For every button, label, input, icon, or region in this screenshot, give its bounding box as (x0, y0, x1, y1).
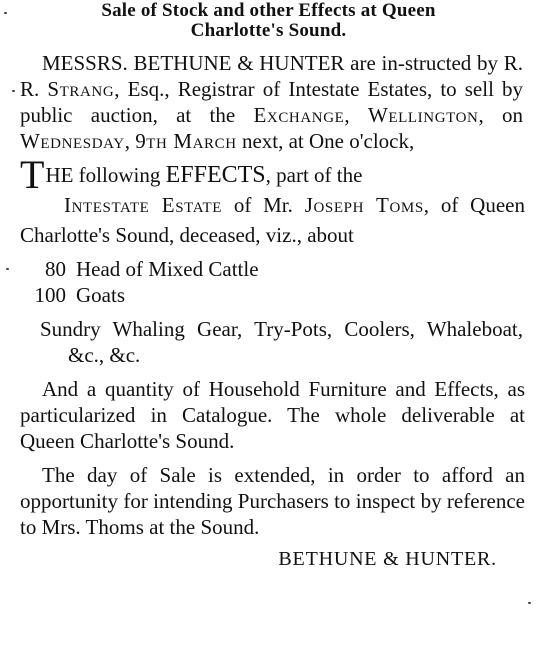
item-quantity: 80 (45, 257, 66, 281)
effects-text-3: , of Queen Charlotte's Sound, deceased, viz., about (20, 193, 525, 247)
effects-text-1: , part of the (265, 163, 363, 187)
intestate-estate: Intestate Estate (64, 193, 222, 217)
list-item (20, 282, 537, 308)
item-description: Head of Mixed Cattle (76, 257, 259, 281)
print-speck (528, 602, 531, 604)
print-speck (6, 268, 9, 270)
intro-text-3: , (344, 103, 368, 127)
extended-paragraph: The day of Sale is extended, in order to afford an opportunity for intending Purchasers to inspect by reference to Mrs. Thoms at the Sound. (20, 463, 525, 539)
deceased-name: Joseph Toms (304, 193, 424, 217)
item-description: Goats (76, 283, 125, 307)
intro-text-4: , on (478, 103, 524, 127)
sundry-paragraph: Sundry Whaling Gear, Try-Pots, Coolers, Whaleboat, &c., &c. (40, 317, 523, 367)
notice-heading (0, 0, 537, 41)
signature: BETHUNE & HUNTER. (278, 548, 497, 570)
drop-cap-letter: T (20, 152, 45, 197)
intro-text-1: MESSRS. BETHUNE & HUNTER are in-structed by R. R. (20, 51, 523, 101)
intro-text-5: , (124, 129, 136, 153)
item-quantity: 100 (34, 283, 66, 307)
list-item (20, 256, 537, 282)
heading-line-1: Sale of Stock and other Effects at Queen (101, 0, 436, 21)
item-list (0, 256, 537, 308)
sale-weekday: Wednesday (20, 129, 125, 153)
print-speck (12, 90, 15, 92)
heading-line-2: Charlotte's Sound. (190, 20, 347, 41)
household-paragraph: And a quantity of Household Furniture and Effects, as particularized in Catalogue. The whole deliverable at Queen Charlotte's Sound. (20, 377, 525, 453)
intro-paragraph (0, 50, 537, 154)
sale-date: 9th March (135, 129, 237, 153)
print-speck (4, 12, 7, 14)
effects-paragraph (0, 152, 537, 250)
effects-text-2: of Mr. (222, 193, 305, 217)
strang-name: Strang (47, 77, 115, 101)
wellington-place: Wellington (367, 103, 479, 127)
effects-word: EFFECTS (165, 162, 266, 188)
intro-text-6: next, at One o'clock, (236, 129, 415, 153)
exchange-venue: Exchange (253, 103, 345, 127)
intro-text-2: , Esq., Registrar of Intestate Estates, to sell by public auction, at the (20, 77, 523, 127)
effects-text-he: HE following (45, 163, 166, 187)
